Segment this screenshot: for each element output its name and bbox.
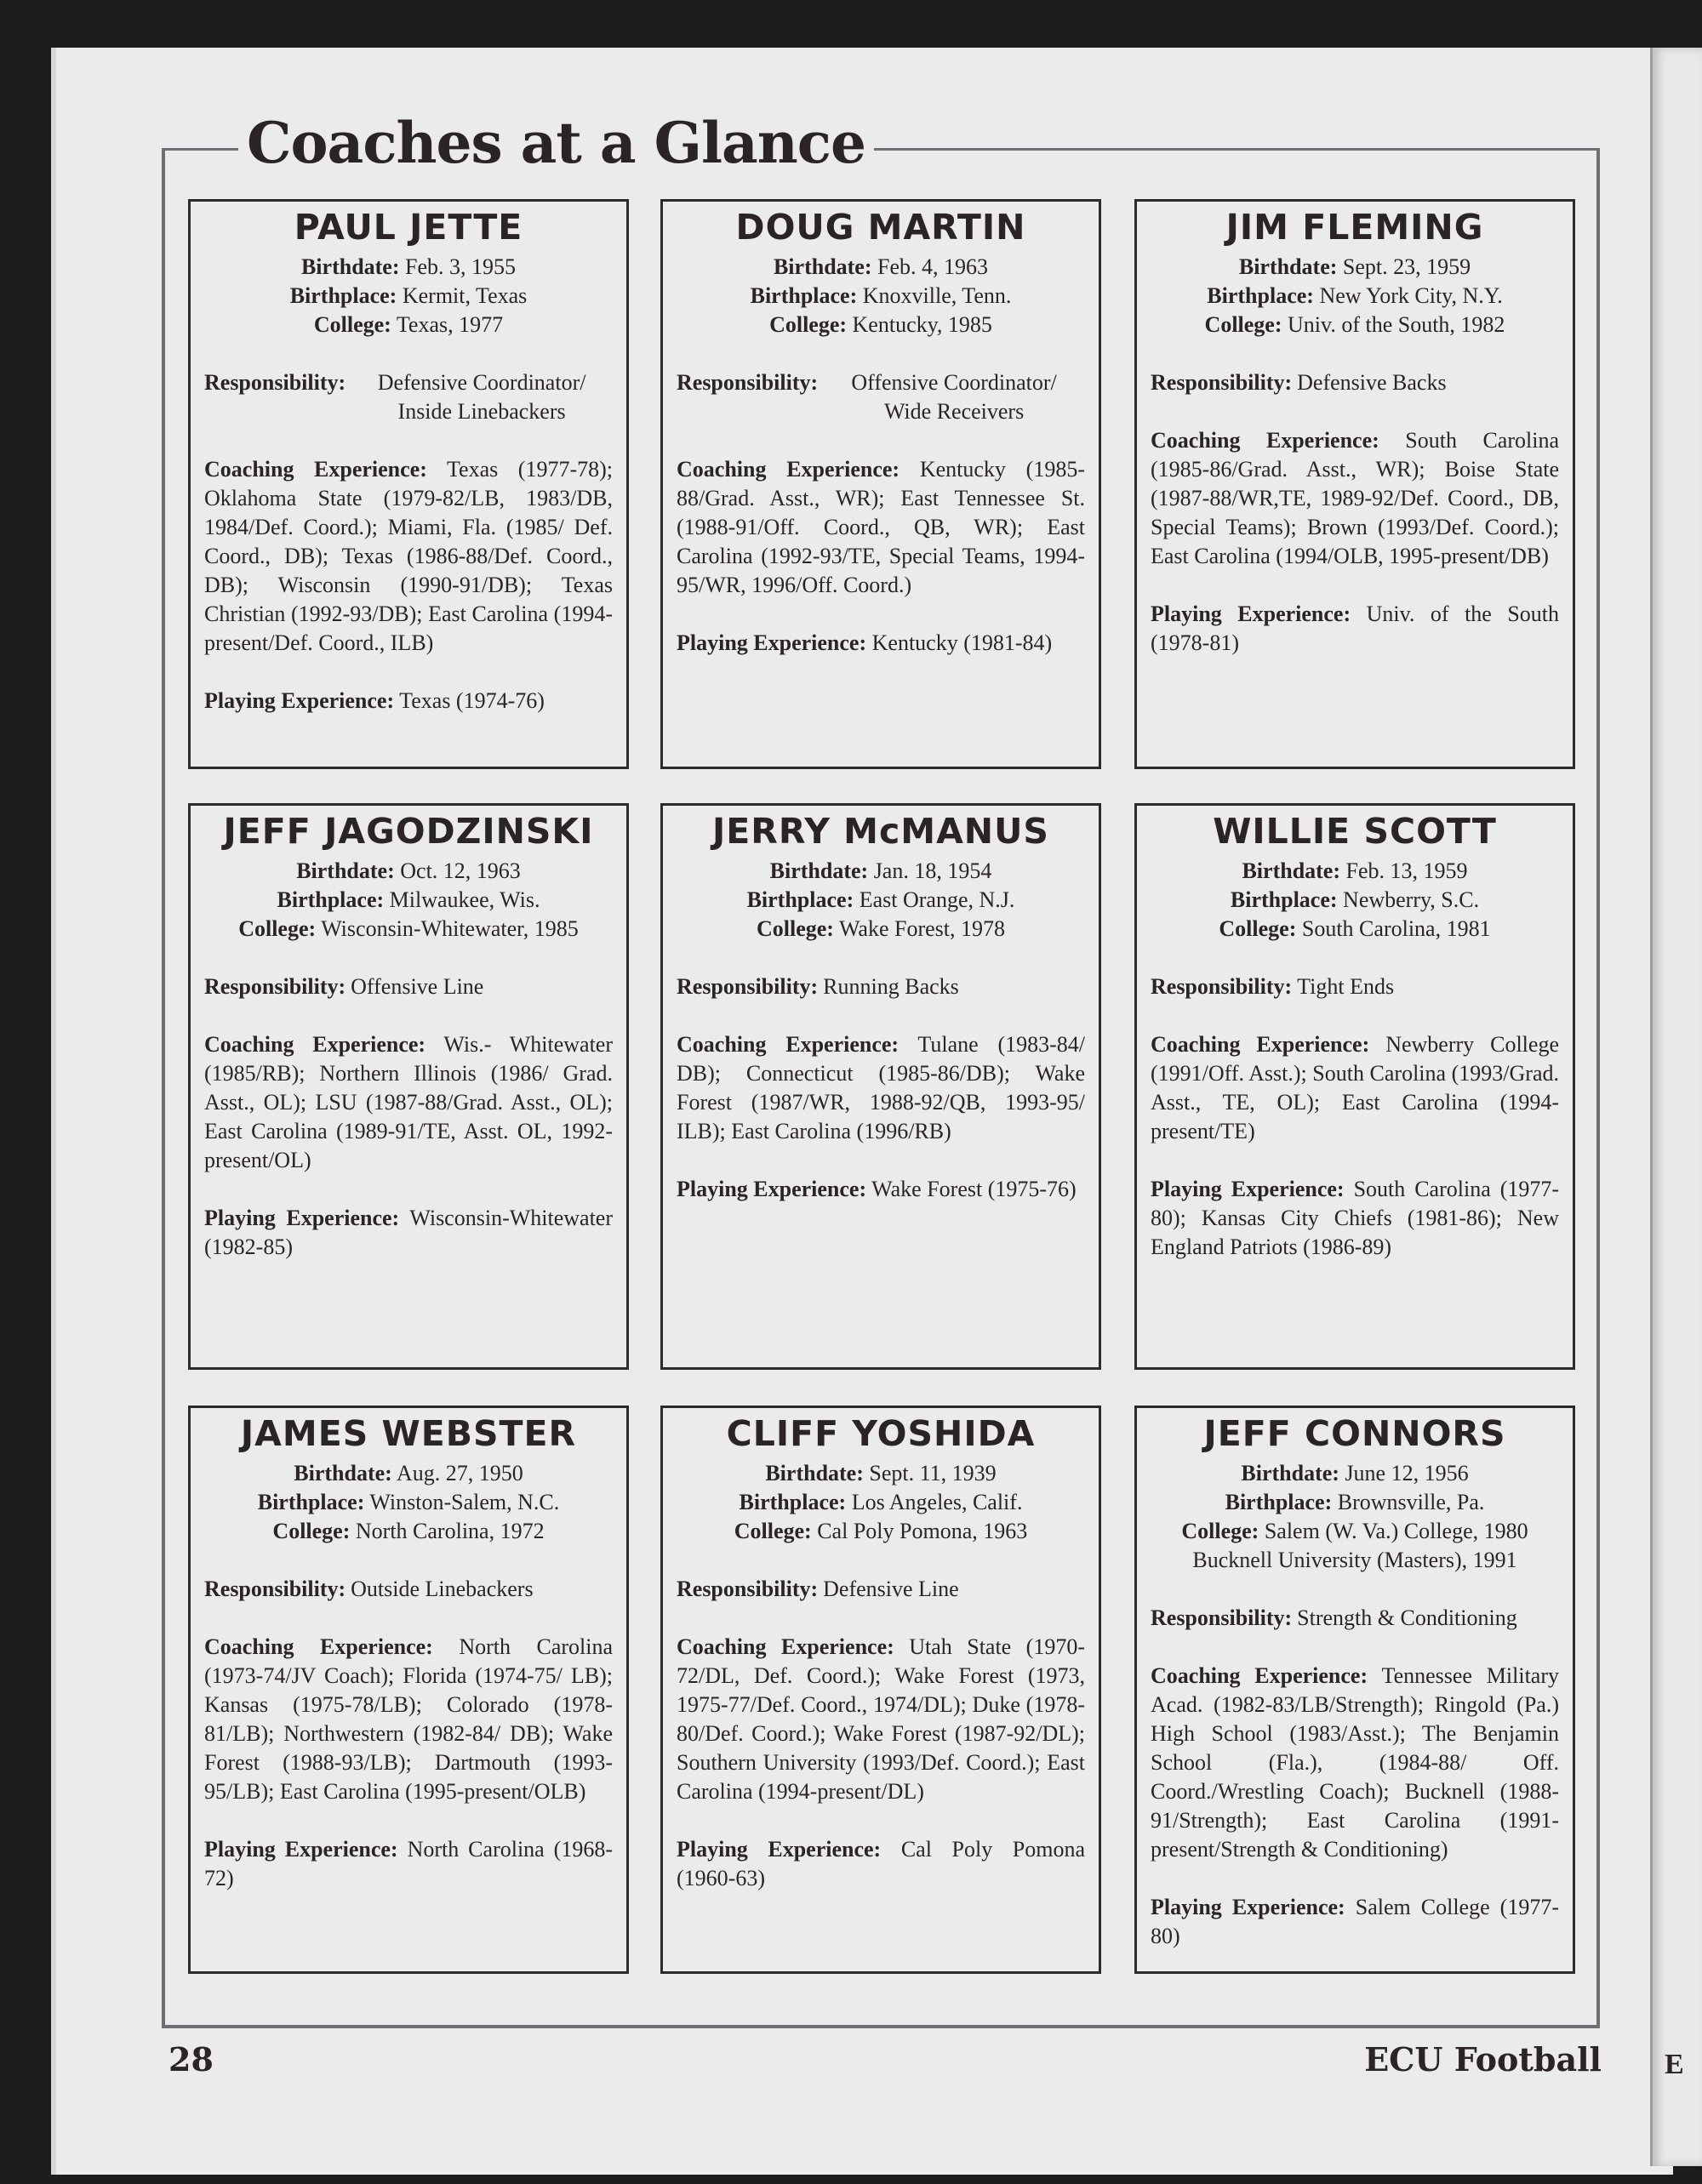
responsibility	[204, 368, 613, 426]
playing-experience	[204, 687, 613, 716]
playing-value: North Carolina (1968-72)	[204, 1837, 613, 1890]
coaching-experience	[1151, 426, 1559, 571]
playing-label: Playing Experience:	[1151, 602, 1351, 626]
birthdate-label: Birthdate:	[294, 1461, 392, 1485]
playing-value: Cal Poly Pomona (1960-63)	[677, 1837, 1085, 1890]
college-value: Wake Forest, 1978	[838, 916, 1006, 941]
coaching-value: Newberry College (1991/Off. Asst.); South Carolina (1993/Grad. Asst., TE, OL); East Carolina (1994-present/TE)	[1151, 1032, 1559, 1143]
birthplace-value: Los Angeles, Calif.	[851, 1490, 1023, 1514]
birthplace-label: Birthplace:	[1207, 283, 1314, 308]
playing-label: Playing Experience:	[204, 1837, 398, 1862]
birthplace-label: Birthplace:	[257, 1490, 365, 1514]
birthplace-row	[677, 282, 1085, 311]
college-value: Univ. of the South, 1982	[1288, 312, 1505, 337]
responsibility	[1151, 368, 1559, 397]
coaching-experience	[1151, 1030, 1559, 1146]
birthdate-label: Birthdate:	[296, 858, 395, 883]
responsibility-line-1: Defensive Coordinator/	[377, 370, 586, 395]
responsibility	[1151, 972, 1559, 1001]
responsibility	[204, 972, 613, 1001]
coaching-experience	[204, 1030, 613, 1175]
coaching-label: Coaching Experience:	[677, 1634, 894, 1659]
responsibility-label: Responsibility:	[204, 370, 346, 395]
birthplace-value: New York City, N.Y.	[1319, 283, 1503, 308]
birthdate-label: Birthdate:	[300, 254, 400, 279]
birthdate-row	[204, 253, 613, 282]
responsibility-line-2: Inside Linebackers	[397, 399, 566, 424]
birthdate-label: Birthdate:	[769, 858, 869, 883]
coach-bio	[677, 1459, 1085, 1546]
college-label: College:	[238, 916, 317, 941]
playing-experience	[677, 1175, 1085, 1204]
playing-experience	[1151, 1893, 1559, 1951]
college-label: College:	[756, 916, 834, 941]
coach-name: DOUG MARTIN	[735, 207, 1026, 248]
college-row	[1151, 915, 1559, 944]
birthplace-row	[677, 1488, 1085, 1517]
responsibility-line-1: Strength & Conditioning	[1297, 1605, 1517, 1630]
next-page-edge	[1650, 48, 1702, 2166]
playing-value: South Carolina (1977-80); Kansas City Chiefs (1981-86); New England Patriots (1986-89)	[1151, 1177, 1560, 1259]
responsibility-label: Responsibility:	[204, 1577, 346, 1601]
playing-label: Playing Experience:	[677, 1177, 867, 1201]
playing-label: Playing Experience:	[204, 688, 395, 713]
coach-name: JERRY McMANUS	[712, 811, 1049, 852]
birthdate-value: Oct. 12, 1963	[400, 858, 521, 883]
college-label: College:	[1181, 1519, 1259, 1543]
coach-name: JEFF JAGODZINSKI	[223, 811, 594, 852]
college-label: College:	[272, 1519, 351, 1543]
responsibility	[677, 972, 1085, 1001]
coaching-label: Coaching Experience:	[677, 1032, 900, 1057]
birthplace-label: Birthplace:	[750, 283, 858, 308]
playing-label: Playing Experience:	[1151, 1177, 1345, 1201]
coach-name: JIM FLEMING	[1225, 207, 1484, 248]
coaching-experience	[204, 455, 613, 658]
birthdate-row	[677, 1459, 1085, 1488]
responsibility-value	[823, 1575, 1085, 1604]
coach-bio	[204, 253, 613, 339]
college-row	[677, 311, 1085, 339]
playing-experience	[1151, 1175, 1559, 1262]
college-label: College:	[769, 312, 848, 337]
college-secondary: Bucknell University (Masters), 1991	[1192, 1548, 1517, 1572]
birthdate-value: June 12, 1956	[1345, 1461, 1469, 1485]
birthdate-row	[204, 1459, 613, 1488]
coach-bio	[1151, 857, 1559, 944]
coaching-value: Tennessee Military Acad. (1982-83/LB/Strength); Ringold (Pa.) High School (1983/Asst.); The Benjamin School (Fla.), (1984-88/ Off. Coord./Wrestling Coach); Bucknell (1988-91/Strength); East Carolina (1991-present/Strength & Conditioning)	[1151, 1663, 1559, 1862]
responsibility	[677, 368, 1085, 426]
coaching-experience	[677, 455, 1085, 600]
playing-experience	[677, 629, 1085, 658]
coach-bio	[677, 857, 1085, 944]
birthplace-value: Brownsville, Pa.	[1337, 1490, 1485, 1514]
coaching-label: Coaching Experience:	[1151, 1663, 1368, 1688]
coaching-label: Coaching Experience:	[1151, 1032, 1370, 1057]
birthdate-value: Sept. 23, 1959	[1342, 254, 1471, 279]
birthdate-value: Feb. 13, 1959	[1345, 858, 1468, 883]
college-label: College:	[1219, 916, 1297, 941]
college-row	[677, 915, 1085, 944]
responsibility-line-1: Defensive Line	[823, 1577, 959, 1601]
coaching-value: Texas (1977-78); Oklahoma State (1979-82/LB, 1983/DB, 1984/Def. Coord.); Miami, Fla. (1985/ Def. Coord., DB); Texas (1986-88/Def. Coord., DB); Wisconsin (1990-91/DB); Texas Christian (1992-93/DB); East Carolina (1994-present/Def. Coord., ILB)	[204, 457, 613, 655]
college-row	[1151, 1517, 1559, 1546]
coaching-value: Tulane (1983-84/ DB); Connecticut (1985-86/DB); Wake Forest (1987/WR, 1988-92/QB, 1993-95/ ILB); East Carolina (1996/RB)	[677, 1032, 1085, 1143]
responsibility-line-1: Tight Ends	[1297, 974, 1395, 999]
responsibility-value	[1297, 368, 1559, 397]
birthdate-value: Feb. 3, 1955	[405, 254, 517, 279]
birthplace-row	[1151, 886, 1559, 915]
college-value: North Carolina, 1972	[355, 1519, 545, 1543]
coach-bio	[204, 1459, 613, 1546]
birthdate-value: Aug. 27, 1950	[396, 1461, 523, 1485]
coaching-value: South Carolina (1985-86/Grad. Asst., WR); Boise State (1987-88/WR,TE, 1989-92/Def. Coord., DB, Special Teams); Brown (1993/Def. Coord.); East Carolina (1994/OLB, 1995-present/DB)	[1151, 428, 1559, 568]
birthplace-value: Milwaukee, Wis.	[389, 887, 540, 912]
playing-experience	[204, 1204, 613, 1262]
coach-card	[660, 199, 1101, 769]
responsibility-value	[1297, 972, 1559, 1001]
playing-label: Playing Experience:	[1151, 1895, 1345, 1919]
coach-bio	[1151, 253, 1559, 339]
birthdate-label: Birthdate:	[773, 254, 872, 279]
coach-name: PAUL JETTE	[294, 207, 523, 248]
birthplace-row	[1151, 282, 1559, 311]
birthdate-label: Birthdate:	[765, 1461, 864, 1485]
coach-card	[1134, 803, 1575, 1370]
playing-label: Playing Experience:	[204, 1206, 400, 1230]
coaching-experience	[677, 1633, 1085, 1806]
birthplace-value: Kermit, Texas	[402, 283, 528, 308]
coach-bio	[677, 253, 1085, 339]
birthdate-value: Sept. 11, 1939	[869, 1461, 997, 1485]
page-title: Coaches at a Glance	[238, 109, 874, 177]
coach-bio	[204, 857, 613, 944]
birthplace-label: Birthplace:	[739, 1490, 847, 1514]
birthplace-row	[204, 886, 613, 915]
coach-card	[188, 803, 629, 1370]
playing-value: Wake Forest (1975-76)	[871, 1177, 1077, 1201]
birthplace-value: Winston-Salem, N.C.	[369, 1490, 560, 1514]
publication-name: ECU Football	[1364, 2040, 1602, 2079]
college-label: College:	[734, 1519, 812, 1543]
college-label: College:	[1204, 312, 1282, 337]
birthdate-label: Birthdate:	[1242, 858, 1341, 883]
responsibility-value	[1297, 1604, 1559, 1633]
responsibility-line-1: Offensive Line	[351, 974, 484, 999]
birthplace-row	[204, 1488, 613, 1517]
college-value: South Carolina, 1981	[1301, 916, 1491, 941]
coaching-value: Kentucky (1985-88/Grad. Asst., WR); East Tennessee St. (1988-91/Off. Coord., QB, WR); East Carolina (1992-93/TE, Special Teams, 1994-95/WR, 1996/Off. Coord.)	[677, 457, 1086, 597]
coach-card	[1134, 199, 1575, 769]
playing-value: Univ. of the South (1978-81)	[1151, 602, 1560, 655]
coaching-value: Wis.- Whitewater (1985/RB); Northern Illinois (1986/ Grad. Asst., OL); LSU (1987-88/Grad. Asst., OL); East Carolina (1989-91/TE, Asst. OL, 1992-present/OL)	[204, 1032, 614, 1172]
birthplace-value: Newberry, S.C.	[1343, 887, 1480, 912]
responsibility-line-2: Wide Receivers	[883, 399, 1025, 424]
playing-value: Wisconsin-Whitewater (1982-85)	[204, 1206, 613, 1259]
responsibility-value	[823, 972, 1085, 1001]
coaching-experience	[1151, 1662, 1559, 1864]
birthdate-value: Feb. 4, 1963	[877, 254, 989, 279]
birthdate-label: Birthdate:	[1241, 1461, 1339, 1485]
next-page-letter: E	[1665, 2049, 1684, 2080]
responsibility-label: Responsibility:	[677, 370, 819, 395]
responsibility-value	[351, 1575, 613, 1604]
playing-experience	[677, 1835, 1085, 1893]
birthdate-value: Jan. 18, 1954	[873, 858, 992, 883]
coach-card	[188, 1406, 629, 1974]
page-number: 28	[168, 2040, 214, 2079]
birthplace-label: Birthplace:	[1225, 1490, 1333, 1514]
responsibility-line-1: Defensive Backs	[1297, 370, 1447, 395]
birthplace-label: Birthplace:	[1230, 887, 1338, 912]
birthplace-label: Birthplace:	[289, 283, 397, 308]
coach-card	[188, 199, 629, 769]
college-value: Cal Poly Pomona, 1963	[817, 1519, 1028, 1543]
responsibility	[677, 1575, 1085, 1604]
coaching-label: Coaching Experience:	[204, 1634, 433, 1659]
coach-card	[660, 803, 1101, 1370]
coach-card	[660, 1406, 1101, 1974]
responsibility-value	[351, 972, 613, 1001]
birthdate-row	[1151, 253, 1559, 282]
coaching-experience	[204, 1633, 613, 1806]
college-value: Texas, 1977	[396, 312, 504, 337]
coaching-label: Coaching Experience:	[204, 1032, 426, 1057]
birthdate-label: Birthdate:	[1238, 254, 1338, 279]
responsibility-line-1: Outside Linebackers	[351, 1577, 534, 1601]
coach-card	[1134, 1406, 1575, 1974]
responsibility	[1151, 1604, 1559, 1633]
responsibility-line-1: Offensive Coordinator/	[851, 370, 1057, 395]
college-row	[204, 915, 613, 944]
birthplace-row	[1151, 1488, 1559, 1517]
playing-label: Playing Experience:	[677, 1837, 882, 1862]
college-value: Wisconsin-Whitewater, 1985	[321, 916, 579, 941]
birthplace-value: Knoxville, Tenn.	[862, 283, 1012, 308]
coaching-label: Coaching Experience:	[677, 457, 900, 482]
playing-value: Texas (1974-76)	[399, 688, 545, 713]
playing-label: Playing Experience:	[677, 630, 867, 655]
birthdate-row	[677, 857, 1085, 886]
birthplace-row	[204, 282, 613, 311]
college-value: Salem (W. Va.) College, 1980	[1264, 1519, 1528, 1543]
college-row	[204, 1517, 613, 1546]
playing-experience	[1151, 600, 1559, 658]
coach-bio	[1151, 1459, 1559, 1575]
responsibility-line-1: Running Backs	[823, 974, 959, 999]
college-row	[677, 1517, 1085, 1546]
birthplace-label: Birthplace:	[277, 887, 385, 912]
responsibility-label: Responsibility:	[1151, 1605, 1293, 1630]
coaching-value: Utah State (1970-72/DL, Def. Coord.); Wake Forest (1973, 1975-77/Def. Coord., 1974/DL); Duke (1978-80/Def. Coord.); Wake Forest (1987-92/DL); Southern University (1993/Def. Coord.); East Carolina (1994-present/DL)	[677, 1634, 1085, 1804]
responsibility-label: Responsibility:	[204, 974, 346, 999]
birthdate-row	[1151, 857, 1559, 886]
coach-name: CLIFF YOSHIDA	[726, 1413, 1036, 1454]
college-row	[204, 311, 613, 339]
responsibility-value	[823, 368, 1085, 426]
birthplace-label: Birthplace:	[746, 887, 854, 912]
birthdate-row	[677, 253, 1085, 282]
college-label: College:	[313, 312, 391, 337]
birthplace-row	[677, 886, 1085, 915]
coach-name: JAMES WEBSTER	[240, 1413, 577, 1454]
responsibility-label: Responsibility:	[1151, 974, 1293, 999]
coach-name: WILLIE SCOTT	[1213, 811, 1497, 852]
playing-value: Salem College (1977-80)	[1151, 1895, 1559, 1948]
responsibility-label: Responsibility:	[677, 1577, 819, 1601]
birthdate-row	[1151, 1459, 1559, 1488]
playing-value: Kentucky (1981-84)	[871, 630, 1053, 655]
playing-experience	[204, 1835, 613, 1893]
birthdate-row	[204, 857, 613, 886]
responsibility-label: Responsibility:	[677, 974, 819, 999]
coaching-label: Coaching Experience:	[204, 457, 427, 482]
coaching-label: Coaching Experience:	[1151, 428, 1379, 453]
responsibility-label: Responsibility:	[1151, 370, 1293, 395]
responsibility	[204, 1575, 613, 1604]
college-row	[1151, 311, 1559, 339]
coaching-value: North Carolina (1973-74/JV Coach); Florida (1974-75/ LB); Kansas (1975-78/LB); Colorado (1978-81/LB); Northwestern (1982-84/ DB); Wake Forest (1988-93/LB); Dartmouth (1993-95/LB); East Carolina (1995-present/OLB)	[204, 1634, 613, 1804]
responsibility-value	[351, 368, 613, 426]
coaching-experience	[677, 1030, 1085, 1146]
college-value: Kentucky, 1985	[852, 312, 992, 337]
birthplace-value: East Orange, N.J.	[859, 887, 1015, 912]
coach-name: JEFF CONNORS	[1203, 1413, 1506, 1454]
